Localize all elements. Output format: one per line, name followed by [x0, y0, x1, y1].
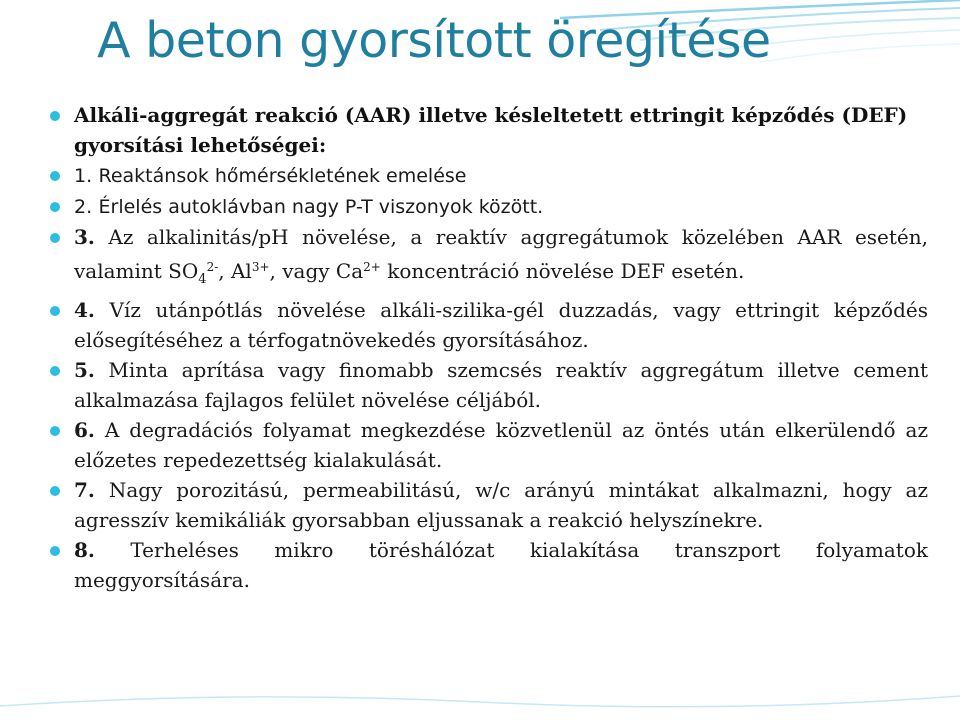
item-number: 7. — [74, 478, 95, 502]
bullet-icon — [50, 111, 60, 121]
list-item — [48, 535, 928, 595]
list-item — [48, 191, 928, 222]
item-text: Nagy porozitású, permeabilitású, w/c arányú mintákat alkalmazni, hogy az agresszív kemikáliák gyorsabban eljussanak a reakció helyszínekre. — [74, 478, 928, 532]
intro-text: Alkáli-aggregát reakció (AAR) illetve késleltetett ettringit képződés (DEF) gyorsítási lehetőségei: — [74, 103, 908, 157]
item-number: 2. — [74, 196, 93, 218]
item-text: , Al — [218, 259, 252, 283]
item-text: Érlelés autoklávban nagy P-T viszonyok között. — [98, 196, 544, 218]
bullet-icon — [50, 171, 60, 181]
superscript: 2+ — [363, 260, 381, 274]
list-item — [48, 415, 928, 475]
item-number: 1. — [74, 165, 93, 187]
list-item — [48, 295, 928, 355]
subscript: 4 — [198, 272, 207, 287]
list-item — [48, 355, 928, 415]
slide-title: A beton gyorsított öregítése — [97, 12, 771, 69]
item-number: 4. — [74, 298, 95, 322]
item-number: 8. — [74, 538, 95, 562]
bullet-icon — [50, 486, 60, 496]
list-item — [48, 475, 928, 535]
list-item — [48, 160, 928, 191]
item-text: Terheléses mikro töréshálózat kialakítása transzport folyamatok meggyorsítására. — [74, 538, 929, 592]
item-text: A degradációs folyamat megkezdése közvetlenül az öntés után elkerülendő az előzetes repedezettség kialakulását. — [74, 418, 929, 472]
item-text: Minta aprítása vagy finomabb szemcsés reaktív aggregátum illetve cement alkalmazása fajlagos felület növelése céljából. — [74, 358, 928, 412]
item-text: Az alkalinitás/pH növelése, a reaktív aggregátumok közelében AAR esetén, valamint SO — [74, 225, 929, 283]
bullet-icon — [50, 306, 60, 316]
list-item — [48, 100, 928, 160]
item-number: 6. — [74, 418, 95, 442]
superscript: 3+ — [251, 260, 270, 274]
item-text: , vagy Ca — [269, 259, 364, 283]
item-number: 5. — [74, 358, 95, 382]
bullet-icon — [50, 426, 60, 436]
bullet-list — [48, 100, 928, 595]
item-text: Víz utánpótlás növelése alkáli-szilika-gél duzzadás, vagy ettringit képződés elősegítéséhez a térfogatnövekedés gyorsításához. — [74, 298, 928, 352]
bullet-icon — [50, 202, 60, 212]
bullet-icon — [50, 546, 60, 556]
bullet-icon — [50, 233, 60, 243]
list-item — [48, 222, 928, 295]
bullet-icon — [50, 366, 60, 376]
item-text: koncentráció növelése DEF esetén. — [380, 259, 745, 283]
item-text: Reaktánsok hőmérsékletének emelése — [98, 165, 467, 187]
item-number: 3. — [74, 225, 95, 249]
superscript: 2- — [206, 260, 219, 274]
